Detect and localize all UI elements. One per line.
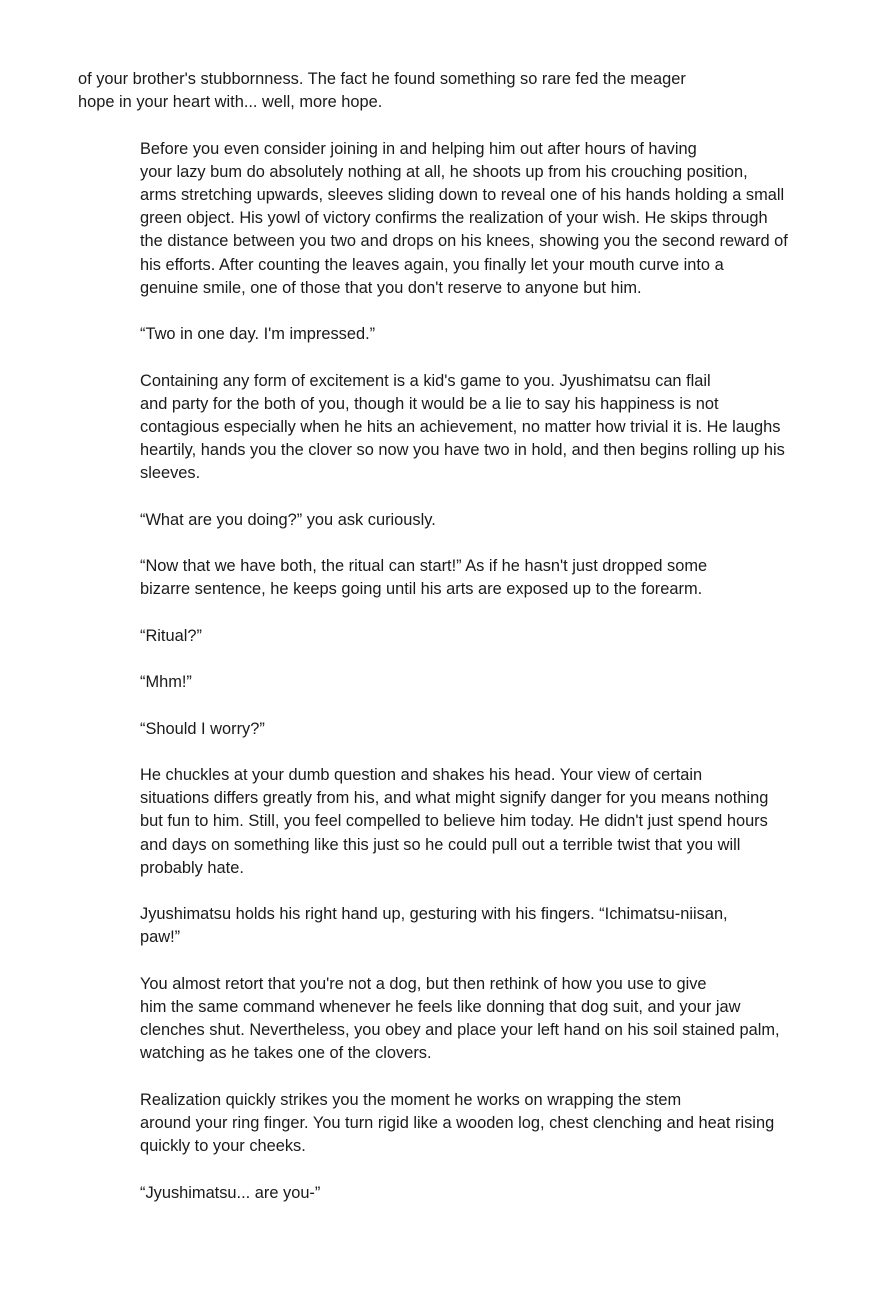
paragraph [78, 1182, 778, 1205]
text-line: your lazy bum do absolutely nothing at all, he shoots up from his crouching position, [140, 162, 748, 181]
paragraph [78, 671, 778, 694]
text-line: green object. His yowl of victory confirms the realization of your wish. He skips through [140, 209, 768, 228]
paragraph [78, 555, 778, 601]
paragraph [78, 1089, 778, 1159]
text-line: him the same command whenever he feels like donning that dog suit, and your jaw [140, 997, 741, 1016]
text-line: but fun to him. Still, you feel compelled to believe him today. He didn't just spend hours [140, 812, 768, 831]
text-line: and days on something like this just so he could pull out a terrible twist that you will [140, 835, 741, 854]
text-line: situations differs greatly from his, and what might signify danger for you means nothing [140, 789, 769, 808]
text-line: “What are you doing?” you ask curiously. [140, 510, 436, 529]
paragraph [78, 509, 778, 532]
text-line: watching as he takes one of the clovers. [140, 1044, 432, 1063]
text-line: “Now that we have both, the ritual can start!” As if he hasn't just dropped some [140, 557, 708, 576]
paragraph [78, 718, 778, 741]
text-line: Jyushimatsu holds his right hand up, gesturing with his fingers. “Ichimatsu-niisan, [140, 905, 728, 924]
text-line: the distance between you two and drops on his knees, showing you the second reward of [140, 232, 788, 251]
document-body [78, 68, 788, 1228]
text-line: “Should I worry?” [140, 719, 265, 738]
paragraph [78, 323, 778, 346]
text-line: genuine smile, one of those that you don't reserve to anyone but him. [140, 278, 642, 297]
text-line: “Two in one day. I'm impressed.” [140, 325, 376, 344]
text-line: clenches shut. Nevertheless, you obey and place your left hand on his soil stained palm, [140, 1021, 780, 1040]
paragraph [78, 625, 778, 648]
text-line: arms stretching upwards, sleeves sliding down to reveal one of his hands holding a small [140, 186, 785, 204]
text-line: his efforts. After counting the leaves again, you finally let your mouth curve into a [140, 255, 724, 274]
text-line: of your brother's stubbornness. The fact he found something so rare fed the meager [78, 70, 686, 88]
text-line: “Mhm!” [140, 673, 192, 692]
text-line: and party for the both of you, though it would be a lie to say his happiness is not [140, 394, 719, 413]
text-line: “Ritual?” [140, 626, 202, 645]
text-line: Realization quickly strikes you the moment he works on wrapping the stem [140, 1090, 682, 1109]
text-line: You almost retort that you're not a dog, but then rethink of how you use to give [140, 974, 707, 993]
paragraph [78, 903, 778, 949]
text-line: Before you even consider joining in and helping him out after hours of having [140, 139, 697, 158]
text-line: bizarre sentence, he keeps going until his arts are exposed up to the forearm. [140, 580, 703, 599]
paragraph [78, 764, 778, 880]
text-line: sleeves. [140, 464, 201, 483]
text-line: “Jyushimatsu... are you-” [140, 1183, 321, 1202]
text-line: quickly to your cheeks. [140, 1137, 306, 1156]
paragraph [78, 370, 785, 486]
paragraph [78, 973, 778, 1066]
text-line: probably hate. [140, 858, 244, 877]
text-line: heartily, hands you the clover so now you have two in hold, and then begins rolling up his [140, 441, 785, 460]
text-line: contagious especially when he hits an achievement, no matter how trivial it is. He laughs [140, 418, 781, 436]
paragraph [78, 138, 788, 300]
text-line: He chuckles at your dumb question and shakes his head. Your view of certain [140, 765, 703, 784]
paragraph [78, 68, 778, 114]
text-line: Containing any form of excitement is a kid's game to you. Jyushimatsu can flail [140, 371, 711, 390]
text-line: around your ring finger. You turn rigid like a wooden log, chest clenching and heat rising [140, 1113, 775, 1132]
text-line: paw!” [140, 928, 181, 947]
text-line: hope in your heart with... well, more hope. [78, 93, 383, 112]
